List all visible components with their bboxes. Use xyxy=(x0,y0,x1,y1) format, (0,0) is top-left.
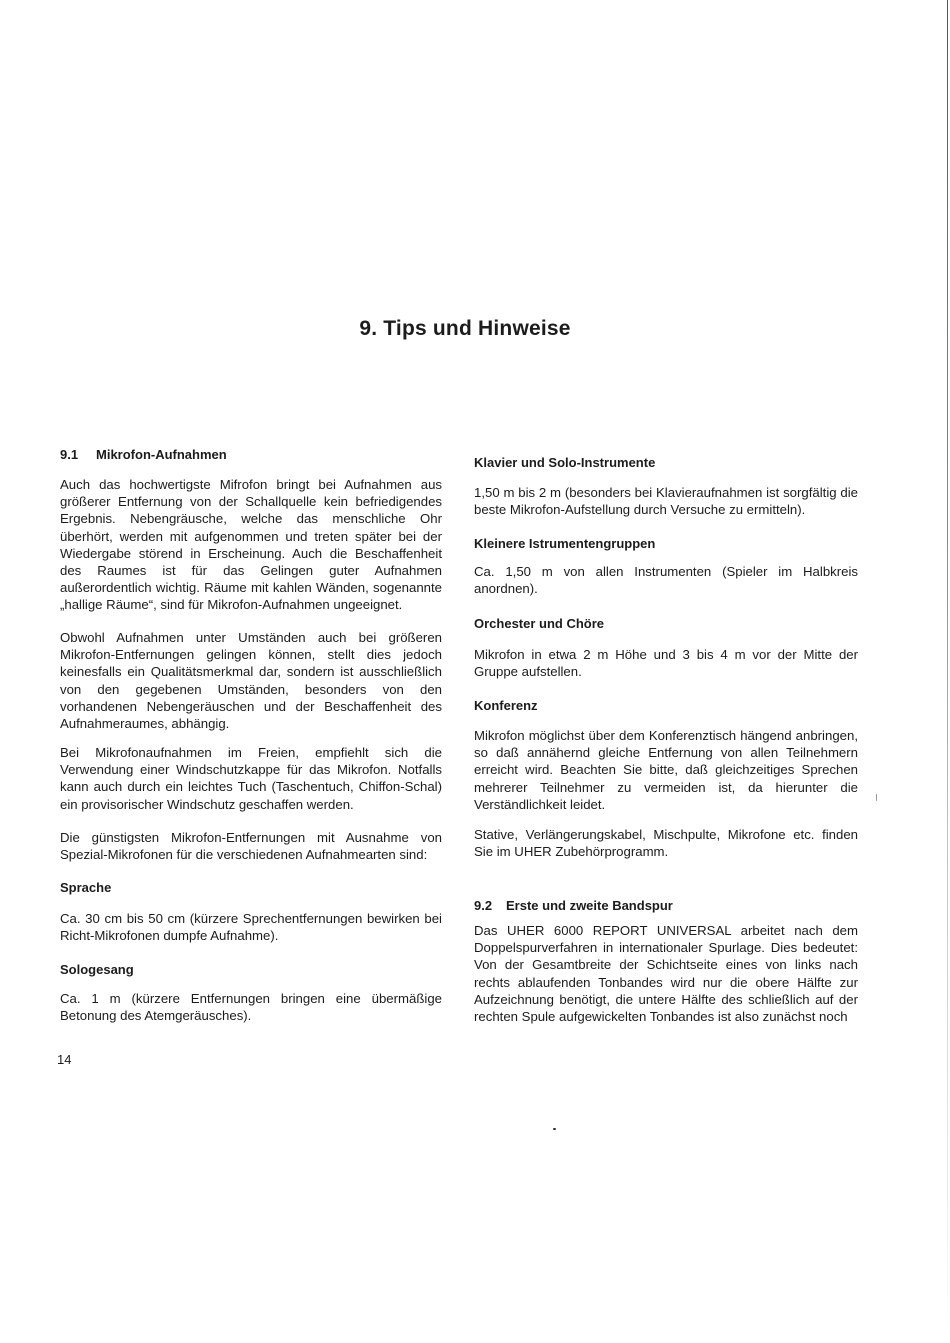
subheading-konferenz: Konferenz xyxy=(474,698,538,713)
scan-speck xyxy=(876,794,877,801)
subheading-klavier: Klavier und Solo-Instrumente xyxy=(474,455,656,470)
section-heading-9-1 xyxy=(60,446,442,463)
paragraph: Bei Mikrofonaufnahmen im Freien, empfiehlt sich die Verwendung einer Windschutzkappe für das Mikrofon. Notfalls kann auch durch ein leichtes Tuch (Taschentuch, Chiffon-Schal) ein provisorischer Windschutz geschaffen werden. xyxy=(60,745,442,812)
paragraph: Das UHER 6000 REPORT UNIVERSAL arbeitet nach dem Doppelspurverfahren in internationaler Spurlage. Dies bedeutet: Von der Gesamtbreite der Schichtseite eines von links nach rechts ablaufenden Tonbandes wird nur die obere Hälfte zur Aufzeichnung benötigt, die untere Hälfte des schließlich auf der rechten Spule aufgewickelten Tonbandes ist also zunächst noch xyxy=(474,923,858,1025)
scan-speck xyxy=(553,1128,556,1130)
paragraph: Auch das hochwertigste Mifrofon bringt bei Aufnahmen aus größerer Entfernung von der Schallquelle kein befriedigendes Ergebnis. Nebengräusche, welche das menschliche Ohr überhört, werden mit aufgenommen und treten später bei der Wiedergabe störend in Erscheinung. Auch die Beschaffenheit des Raumes ist für das Gelingen guter Aufnahmen außerordentlich wichtig. Räume mit kahlen Wänden, sogenannte „hallige Räume“, sind für Mikrofon-Aufnahmen ungeeignet. xyxy=(60,477,442,613)
subheading-orchester: Orchester und Chöre xyxy=(474,616,605,631)
subheading-sprache: Sprache xyxy=(60,880,112,895)
subheading-sologesang: Sologesang xyxy=(60,962,134,977)
paragraph: Ca. 30 cm bis 50 cm (kürzere Sprechentfernungen bewirken bei Richt-Mikrofonen dumpfe Aufnahme). xyxy=(60,911,442,944)
paragraph: Ca. 1,50 m von allen Instrumenten (Spieler im Halbkreis anordnen). xyxy=(474,564,858,597)
paragraph: Obwohl Aufnahmen unter Umständen auch bei größeren Mikrofon-Entfernungen gelingen können, stellt dies jedoch keinesfalls ein Qualitätsmerkmal dar, sondern ist ausschließlich von den gegebenen Umständen, besonders von den vorhandenen Nebengeräuschen und der Beschaffenheit des Aufnahmeraumes, abhängig. xyxy=(60,630,442,732)
page-number: 14 xyxy=(57,1052,72,1067)
section-number: 9.1 xyxy=(60,447,79,462)
section-number: 9.2 xyxy=(474,898,493,913)
subheading-kleinere: Kleinere Istrumentengruppen xyxy=(474,536,656,551)
paragraph: Mikrofon möglichst über dem Konferenztisch hängend anbringen, so daß annähernd gleiche Entfernung von allen Teilnehmern erreicht wird. Beachten Sie bitte, daß gleichzeitiges Sprechen mehrerer Teilnehmer zu vermeiden ist, da hierunter die Verständlichkeit leidet. xyxy=(474,728,858,812)
scan-edge-line xyxy=(947,0,948,1343)
paragraph: Die günstigsten Mikrofon-Entfernungen mit Ausnahme von Spezial-Mikrofonen für die verschiedenen Aufnahmearten sind: xyxy=(60,830,442,863)
page-title: 9. Tips und Hinweise xyxy=(359,317,571,340)
section-title: Erste und zweite Bandspur xyxy=(506,898,673,913)
paragraph: Mikrofon in etwa 2 m Höhe und 3 bis 4 m vor der Mitte der Gruppe aufstellen. xyxy=(474,647,858,680)
paragraph: Stative, Verlängerungskabel, Mischpulte, Mikrofone etc. finden Sie im UHER Zubehörprogramm. xyxy=(474,827,858,860)
section-heading-9-2 xyxy=(474,897,858,914)
paragraph: Ca. 1 m (kürzere Entfernungen bringen eine übermäßige Betonung des Atemgeräusches). xyxy=(60,991,442,1024)
paragraph: 1,50 m bis 2 m (besonders bei Klavieraufnahmen ist sorgfältig die beste Mikrofon-Aufstellung durch Versuche zu ermitteln). xyxy=(474,485,858,518)
section-title: Mikrofon-Aufnahmen xyxy=(96,447,227,462)
